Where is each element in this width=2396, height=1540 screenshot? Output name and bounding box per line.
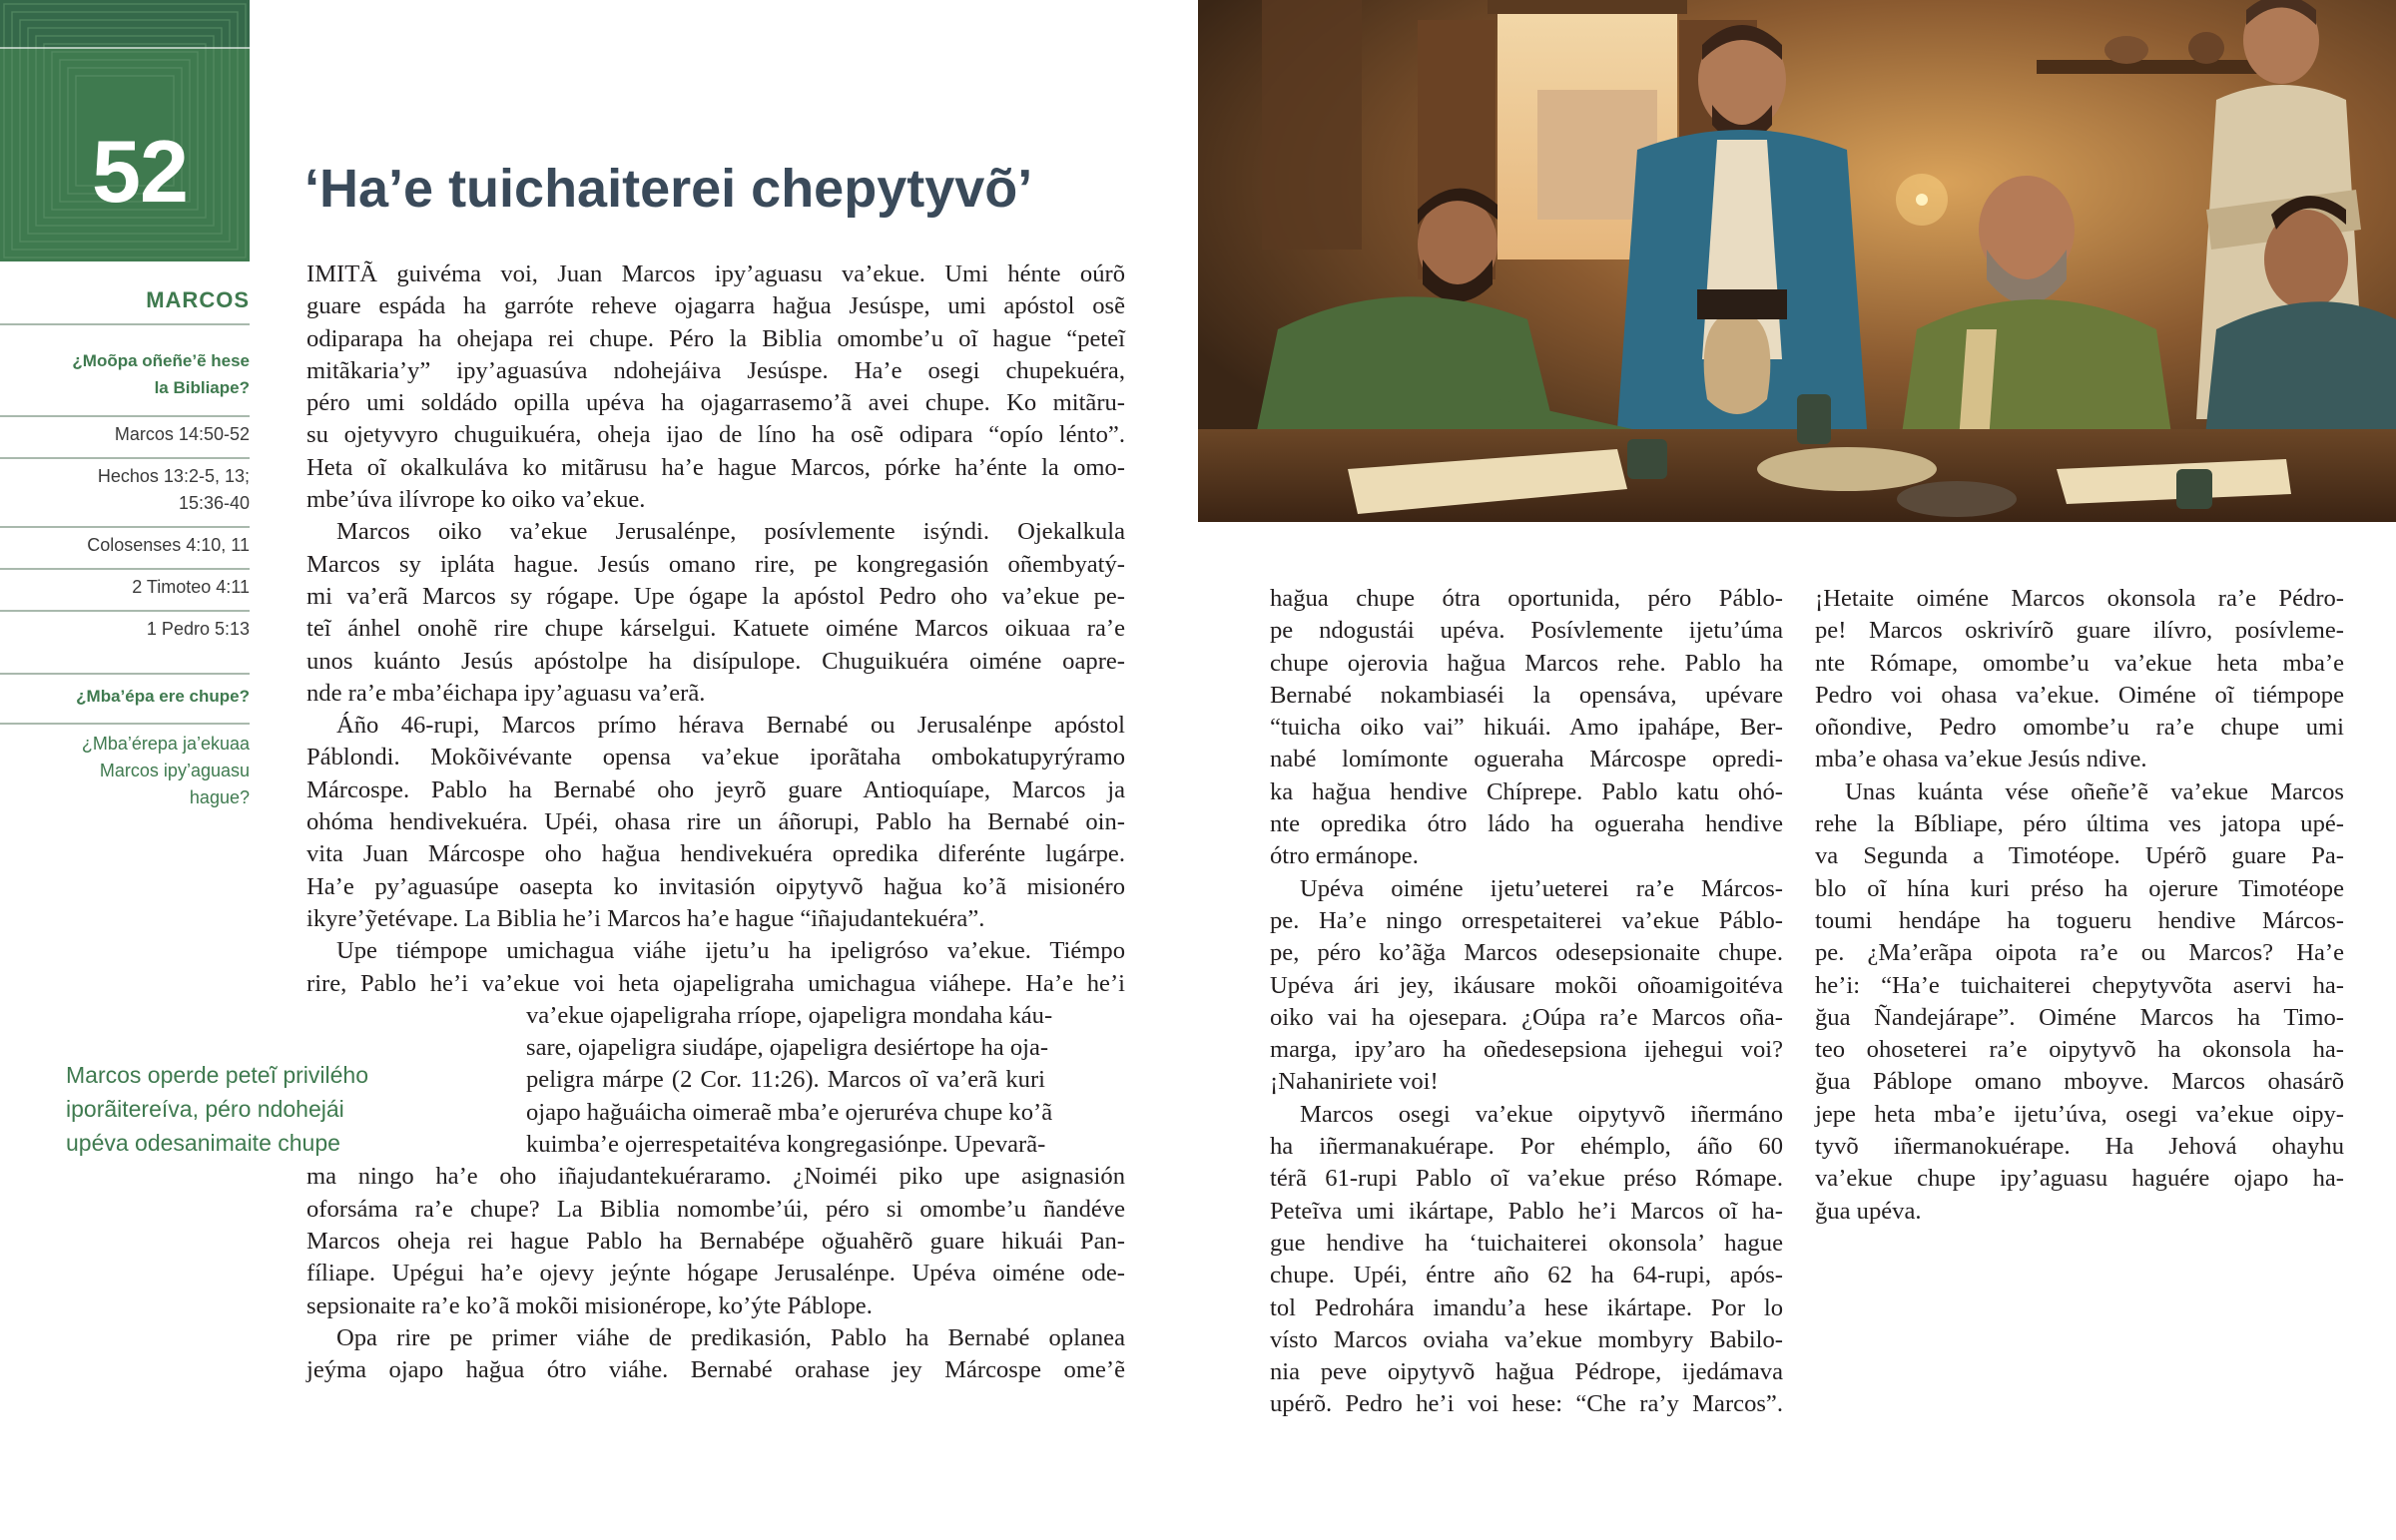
text-line: peligra márpe (2 Cor. 11:26). Marcos oĩ va’erã kuri bbox=[526, 1066, 1045, 1094]
text-line: sare, ojapeligra siudápe, ojapeligra desiértope ha oja- bbox=[526, 1034, 1049, 1062]
text-line: Áño 46-rupi, Marcos prímo hérava Bernabé ou Jerusalénpe apóstol bbox=[336, 712, 1125, 740]
sidebar-divider bbox=[0, 323, 250, 325]
text-line: Marcos oiko va’ekue Jerusalénpe, posívlemente isýndi. Ojekalkula bbox=[336, 518, 1125, 546]
text-line: kuimba’e ojerrespetaitéva kongregasiónpe. Upevarã- bbox=[526, 1131, 1046, 1159]
text-line: he’i: “Ha’e tuichaiterei chepytyvõta aservi ha- bbox=[1815, 971, 2344, 999]
text-line: mba’e ohasa va’ekue Jesús ndive. bbox=[1815, 746, 2147, 773]
text-line: Pedro voi ohasa va’ekue. Oiméne oĩ tiémpope bbox=[1815, 681, 2344, 709]
sidebar-divider bbox=[0, 723, 250, 725]
text-line: guare espáda ha garróte reheve ojagarra hağua Jesúspe, umi apóstol osẽ bbox=[306, 292, 1125, 320]
scene-illustration bbox=[1198, 0, 2396, 522]
sidebar-divider bbox=[0, 610, 250, 612]
sidebar-divider bbox=[0, 526, 250, 528]
text-line: Páblondi. Mokõivévante opensa va’ekue iporãtaha ombokatupyrýramo bbox=[306, 744, 1125, 771]
text-line: vita Juan Márcospe oho hağua hendivekuéra opredika diferénte lugárpe. bbox=[306, 840, 1125, 868]
sidebar-reference[interactable]: 2 Timoteo 4:11 bbox=[132, 577, 250, 597]
lesson-title: ‘Ha’e tuichaiterei chepytyvõ’ bbox=[304, 159, 1033, 219]
text-line: ohóma hendivekuéra. Upéi, ohasa rire un áñorupi, Pablo ha Bernabé oin- bbox=[306, 808, 1125, 836]
text-line: Ha’e py’aguasúpe oasepta ko invitasión oipytyvõ hağua ko’ã misionéro bbox=[306, 872, 1125, 900]
text-line: pe. ¿Ma’erãpa oipota ra’e ou Marcos? Ha’e bbox=[1815, 939, 2344, 967]
text-line: ğua upéva. bbox=[1815, 1197, 1922, 1225]
text-line: toumi hendápe ha togueru hendive Márcos- bbox=[1815, 906, 2344, 934]
text-line: nte opredika ótro ládo ha ogueraha hendive bbox=[1270, 810, 1783, 838]
sidebar-divider bbox=[0, 457, 250, 459]
text-line: chupe. Upéi, éntre año 62 ha 64-rupi, após- bbox=[1270, 1262, 1783, 1289]
body-column-1 bbox=[306, 258, 1125, 1386]
text-line: Bernabé nokambiaséi la opensáva, upévare bbox=[1270, 681, 1783, 709]
sidebar-reference[interactable]: Hechos 13:2-5, 13; 15:36-40 bbox=[97, 466, 250, 513]
text-line: Marcos oheja rei hague Pablo ha Bernabépe oğuahẽrõ guare hikuái Pan- bbox=[306, 1227, 1125, 1255]
text-line: ka hağua hendive Chíprepe. Pablo katu ohó- bbox=[1270, 777, 1783, 805]
text-line: IMITÃ guivéma voi, Juan Marcos ipy’aguasu va’ekue. Umi hénte oúrõ bbox=[306, 260, 1125, 287]
text-line: Márcospe. Pablo ha Bernabé oho jeyrõ guare Antioquíape, Marcos ja bbox=[306, 775, 1125, 803]
text-line: blo oĩ hína kuri préso ha ojerure Timotéope bbox=[1815, 874, 2344, 902]
text-line: chupe ojerovia hağua Marcos rehe. Pablo ha bbox=[1270, 649, 1783, 677]
text-line: hağua chupe ótra oportunida, péro Páblo- bbox=[1270, 585, 1783, 612]
text-line: ojapo hağuáicha oimeraẽ mba’e ojeruréva chupe ko’ã bbox=[526, 1098, 1053, 1126]
text-line: vísto Marcos oviaha va’ekue mombyry Babilo- bbox=[1270, 1325, 1783, 1353]
text-line: su ojetyvyro chuguikuéra, oheja ijao de líno ha osẽ odipara “opío lénto”. bbox=[306, 421, 1125, 449]
text-line: va’ekue chupe ipy’aguasu haguére ojapo ha- bbox=[1815, 1165, 2344, 1193]
sidebar-divider bbox=[0, 673, 250, 675]
text-line: pe, péro ko’ãğa Marcos odesepsionaite chupe. bbox=[1270, 939, 1783, 967]
text-line: mitãkaria’y” ipy’aguasúva ndohejáiva Jesúspe. Ha’e osegi chupekuéra, bbox=[306, 356, 1125, 384]
text-line: va Segunda a Timotéope. Upérõ guare Pa- bbox=[1815, 842, 2344, 870]
text-line: térã 61-rupi Pablo oĩ va’ekue préso Rómape. bbox=[1270, 1165, 1783, 1193]
illustration-marcos-pablo-pedro bbox=[1198, 0, 2396, 522]
text-line: mi va’erã Marcos sy rógape. Upe ógape la apóstol Pedro oho va’ekue pe- bbox=[306, 582, 1125, 610]
lesson-number-block bbox=[0, 0, 250, 261]
text-line: pe. Ha’e ningo orrespetaiterei va’ekue Páblo- bbox=[1270, 906, 1783, 934]
text-line: Upe tiémpope umichagua viáhe ijetu’u ha ipeligróso va’ekue. Tiémpo bbox=[336, 937, 1125, 965]
text-line: oñondive, Pedro omombe’u ra’e chupe umi bbox=[1815, 714, 2344, 742]
text-line: pe! Marcos oskrivírõ guare ilívro, posívleme- bbox=[1815, 617, 2344, 645]
text-line: Opa rire pe primer viáhe de predikasión, Pablo ha Bernabé oplanea bbox=[336, 1323, 1125, 1351]
text-line: nte Rómape, omombe’u va’ekue heta mba’e bbox=[1815, 649, 2344, 677]
text-line: upérõ. Pedro he’i voi hese: “Che ra’y Marcos”. bbox=[1270, 1390, 1783, 1418]
lesson-number: 52 bbox=[92, 122, 188, 221]
sidebar-bible-book: MARCOS bbox=[146, 287, 250, 312]
text-line: marga, ipy’aro ha oñedesepsiona ijehegui voi? bbox=[1270, 1036, 1783, 1064]
text-line: rire, Pablo he’i va’ekue voi heta ojapeligraha umichagua viáhepe. Ha’e he’i bbox=[306, 969, 1125, 997]
text-line: tol Pedrohára imandu’a hese ikártape. Por lo bbox=[1270, 1293, 1783, 1321]
sidebar-divider bbox=[0, 568, 250, 570]
text-line: teĩ ánhel onohẽ rire chupe kárselgui. Katuete oiméne Marcos oikuaa ra’e bbox=[306, 615, 1125, 643]
sidebar-question: ¿Moõpa oñeñe’ẽ hese la Bibliape? bbox=[72, 351, 250, 397]
text-line: péro umi soldádo opilla upéva ha ojagarrasemo’ã avei chupe. Ko mitãru- bbox=[306, 389, 1125, 417]
text-line: Upéva oiméne ijetu’ueterei ra’e Márcos- bbox=[1300, 874, 1783, 902]
sidebar-question: ¿Mba’érepa ja’ekuaa Marcos ipy’aguasu hague? bbox=[81, 734, 250, 807]
sidebar-question: ¿Mba’épa ere chupe? bbox=[76, 687, 250, 706]
text-line: rehe la Bíbliape, péro última ves jatopa upé- bbox=[1815, 810, 2344, 838]
text-line: ğua Páblope omano mboyve. Marcos ohasárõ bbox=[1815, 1068, 2344, 1096]
text-line: Unas kuánta vése oñeñe’ẽ va’ekue Marcos bbox=[1845, 777, 2344, 805]
text-line: sepsionaite ra’e ko’ã mokõi misionérope, ko’ýte Páblope. bbox=[306, 1291, 873, 1319]
text-line: ma ningo ha’e oho iñajudantekuéraramo. ¿Noiméi piko upe asignasión bbox=[306, 1163, 1125, 1191]
text-line: ¡Hetaite oiméne Marcos okonsola ra’e Pédro- bbox=[1815, 585, 2344, 612]
text-line: tyvõ iñermanokuérape. Ha Jehová ohayhu bbox=[1815, 1133, 2344, 1161]
text-line: teo ohoseterei ra’e oipytyvõ ha okonsola ha- bbox=[1815, 1036, 2344, 1064]
body-column-3 bbox=[1815, 583, 2344, 1228]
text-line: gue hendive ha ‘tuichaiterei okonsola’ hague bbox=[1270, 1229, 1783, 1257]
text-line: Upéva ári jey, ikáusare mokõi oñoamigoitéva bbox=[1270, 971, 1783, 999]
text-line: oiko vai ha ojesepara. ¿Oúpa ra’e Marcos oña- bbox=[1270, 1003, 1783, 1031]
sidebar-reference[interactable]: 1 Pedro 5:13 bbox=[146, 619, 250, 639]
text-line: nabé lomímonte ogueraha Márcospe opredi- bbox=[1270, 746, 1783, 773]
body-column-2 bbox=[1270, 583, 1783, 1421]
text-line: ¡Nahaniriete voi! bbox=[1270, 1068, 1439, 1096]
text-line: nia peve oipytyvõ hağua Pédrope, ijedámava bbox=[1270, 1358, 1783, 1386]
text-line: Peteĩva umi ikártape, Pablo he’i Marcos oĩ ha- bbox=[1270, 1197, 1783, 1225]
sidebar-reference[interactable]: Colosenses 4:10, 11 bbox=[87, 535, 250, 555]
text-line: Marcos osegi va’ekue oipytyvõ iñermáno bbox=[1300, 1100, 1783, 1128]
text-line: jeýma ojapo hağua ótro viáhe. Bernabé orahase jey Márcospe ome’ẽ bbox=[306, 1356, 1125, 1384]
sidebar-divider bbox=[0, 415, 250, 417]
text-line: unos kuánto Jesús apóstolpe ha disípulope. Chuguikuéra oiméne oapre- bbox=[306, 647, 1125, 675]
text-line: ha iñermanakuérape. Por ehémplo, áño 60 bbox=[1270, 1133, 1783, 1161]
text-line: Marcos sy ipláta hague. Jesús omano rire, pe kongregasión oñembyatý- bbox=[306, 550, 1125, 578]
sidebar-reference[interactable]: Marcos 14:50-52 bbox=[114, 424, 250, 444]
text-line: va’ekue ojapeligraha rríope, ojapeligra mondaha káu- bbox=[526, 1001, 1053, 1029]
text-line: pe ndogustái upéva. Posívlemente ijetu’úma bbox=[1270, 617, 1783, 645]
text-line: odiparapa ha ohejapa rei chupe. Péro la Biblia omombe’u oĩ hague “peteĩ bbox=[306, 324, 1125, 352]
text-line: “tuicha oiko vai” hikuái. Amo ipahápe, Ber- bbox=[1270, 714, 1783, 742]
text-line: oforsáma ra’e chupe? La Biblia nomombe’úi, péro si omombe’u ñandéve bbox=[306, 1195, 1125, 1223]
text-line: mbe’úva ilívrope ko oiko va’ekue. bbox=[306, 486, 646, 514]
text-line: ikyre’ỹetévape. La Biblia he’i Marcos ha’e hague “iñajudantekuéra”. bbox=[306, 904, 985, 932]
text-line: ğua Ñandejárape”. Oiméne Marcos ha Timo- bbox=[1815, 1003, 2344, 1031]
text-line: ótro ermánope. bbox=[1270, 842, 1419, 870]
text-line: nde ra’e mba’éichapa ipy’aguasu va’erã. bbox=[306, 679, 706, 707]
text-line: Heta oĩ okalkuláva ko mitãrusu ha’e hague Marcos, pórke ha’énte la omo- bbox=[306, 453, 1125, 481]
text-line: jepe heta mba’e ijetu’úva, osegi va’ekue oipy- bbox=[1815, 1100, 2344, 1128]
text-line: fíliape. Upégui ha’e ojevy jeýnte hógape Jerusalénpe. Upéva oiméne ode- bbox=[306, 1260, 1125, 1287]
pull-quote: Marcos operde peteĩ privilého iporãitereíva, péro ndohejái upéva odesanimaite chupe bbox=[66, 1062, 368, 1156]
